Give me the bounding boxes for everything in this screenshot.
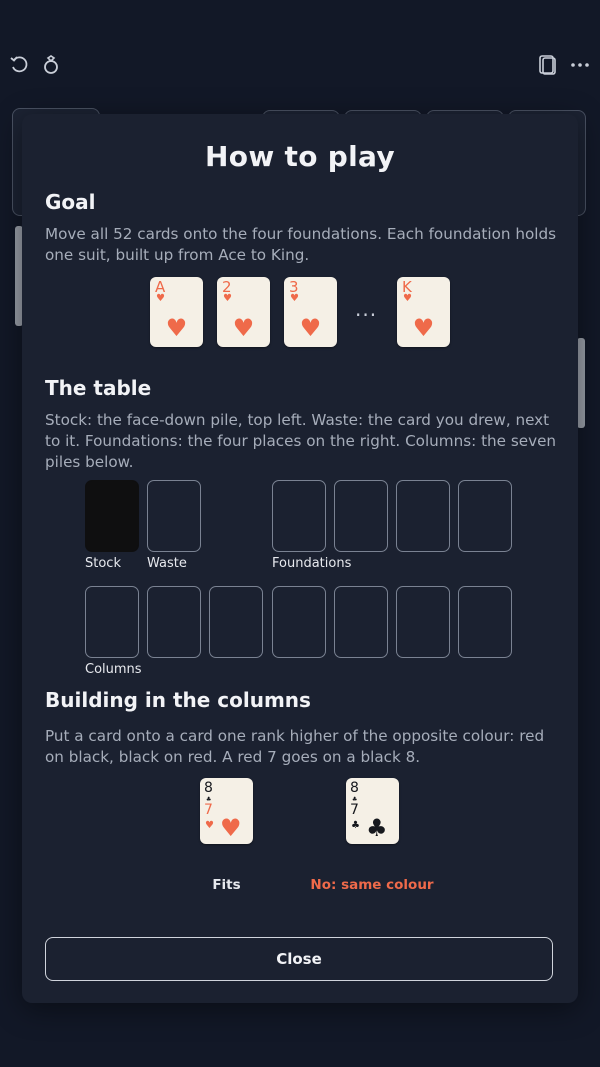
foundation-slot <box>334 480 388 552</box>
building-text: Put a card onto a card one rank higher of the opposite colour: red on black, black on red. A red 7 goes on a black 8. <box>45 727 545 766</box>
column-slot <box>85 586 139 658</box>
how-to-play-dialog <box>22 114 578 1003</box>
building-heading: Building in the columns <box>45 688 311 712</box>
card-rank: 8 <box>350 780 359 796</box>
heart-icon: ♥ <box>290 293 299 304</box>
table-heading: The table <box>45 376 152 400</box>
heart-icon: ♥ <box>156 293 165 304</box>
undo-icon[interactable] <box>9 54 31 80</box>
goal-card <box>217 277 270 347</box>
goal-heading: Goal <box>45 190 96 214</box>
card-rank: 7 <box>204 802 213 818</box>
column-slot <box>458 586 512 658</box>
more-icon[interactable] <box>570 54 590 80</box>
goal-card <box>397 277 450 347</box>
club-icon: ♣ <box>366 814 388 842</box>
heart-icon: ♥ <box>205 820 214 831</box>
same-colour-label: No: same colour <box>310 877 434 893</box>
example-same-colour-card <box>346 778 399 844</box>
waste-slot <box>147 480 201 552</box>
club-icon: ♣ <box>351 820 360 831</box>
foundation-slot <box>272 480 326 552</box>
heart-icon: ♥ <box>412 314 435 342</box>
foundation-slot <box>396 480 450 552</box>
heart-icon: ♥ <box>223 293 232 304</box>
fits-label: Fits <box>212 877 241 893</box>
foundation-slot <box>458 480 512 552</box>
column-slot <box>147 586 201 658</box>
columns-label: Columns <box>85 662 142 677</box>
heart-icon: ♥ <box>165 314 188 342</box>
goal-text: Move all 52 cards onto the four foundations. Each foundation holds one suit, built up from Ace to King. <box>45 225 557 264</box>
goal-card <box>284 277 337 347</box>
example-fit-card <box>200 778 253 844</box>
heart-icon: ♥ <box>403 293 412 304</box>
goal-card <box>150 277 203 347</box>
waste-label: Waste <box>147 556 187 571</box>
card-rank: K <box>402 278 412 296</box>
stock-label: Stock <box>85 556 121 571</box>
card-rank: 2 <box>222 278 232 296</box>
hint-icon[interactable] <box>41 54 61 80</box>
card-rank: 3 <box>289 278 299 296</box>
card-rank: A <box>155 278 166 296</box>
card-rank: 7 <box>350 802 359 818</box>
heart-icon: ♥ <box>232 314 255 342</box>
heart-icon: ♥ <box>299 314 322 342</box>
cards-icon[interactable] <box>538 54 558 80</box>
ellipsis: ··· <box>355 303 378 327</box>
column-slot <box>396 586 450 658</box>
background-column <box>577 338 585 428</box>
column-slot <box>209 586 263 658</box>
card-rank: 8 <box>204 780 213 796</box>
dialog-title: How to play <box>205 140 395 173</box>
club-icon: ♣ <box>352 796 358 803</box>
column-slot <box>272 586 326 658</box>
table-text: Stock: the face-down pile, top left. Waste: the card you drew, next to it. Foundations: the four places on the right. Columns: the seven piles below. <box>45 411 557 471</box>
close-button[interactable]: Close <box>45 937 553 981</box>
foundations-label: Foundations <box>272 556 352 571</box>
column-slot <box>334 586 388 658</box>
stock-slot <box>85 480 139 552</box>
club-icon: ♣ <box>206 796 212 803</box>
heart-icon: ♥ <box>220 814 242 842</box>
